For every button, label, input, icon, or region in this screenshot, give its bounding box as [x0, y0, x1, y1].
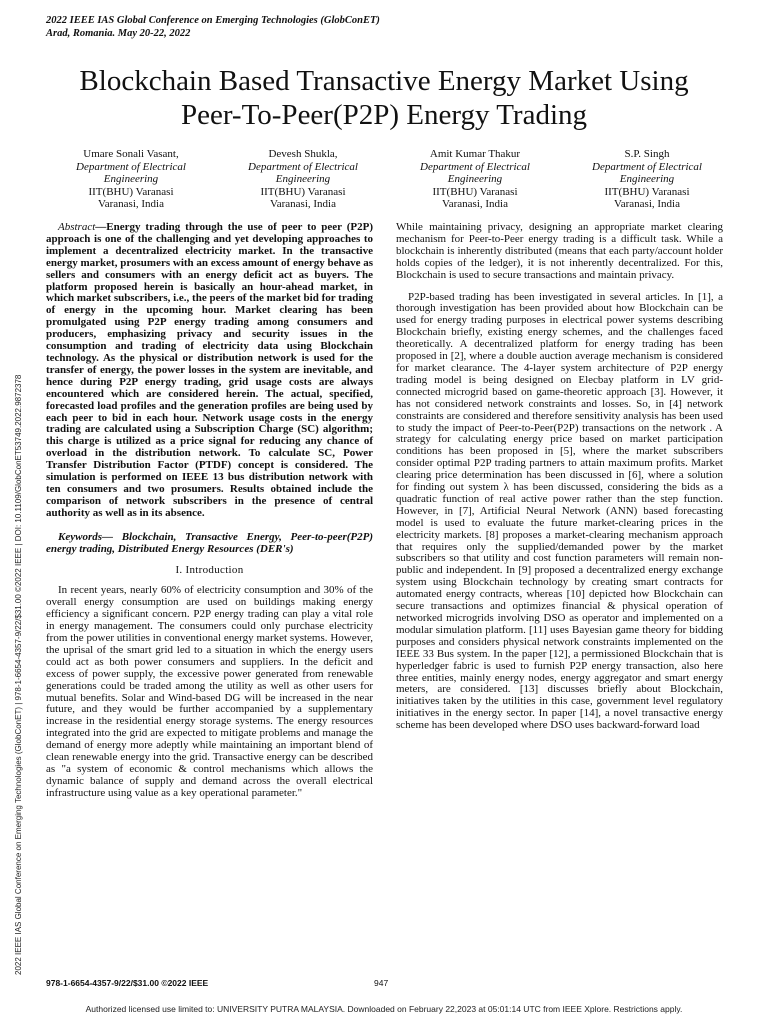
- author-institution: IIT(BHU) Varanasi: [604, 185, 690, 198]
- author-3: [390, 148, 560, 211]
- author-department-2: Engineering: [103, 173, 159, 185]
- conference-location: Arad, Romania. May 20-22, 2022: [46, 28, 191, 39]
- author-4: [562, 148, 732, 211]
- author-department: Department of Electrical: [592, 160, 702, 173]
- intro-paragraph: In recent years, nearly 60% of electricity consumption and 30% of the overall energy consumption are used on buildings making energy efficiency a significant concern. P2P energy trading can play a vital role in energy management. The consumers could only purchase electricity from the power utilities in conventional energy market systems. However, the uprisal of the smart grid led to a situation in which the energy users could act as both power consumers and suppliers. In the deficit and excess of power supply, the excessive power generated from renewable generations could be traded among the utility as well as other users for mutual benefits. Solar and Wind-based DG will be increased in the near future, and they would be further accompanied by a supplementary increase in the residential energy storage systems. The energy resources integrated into the grid are expected to mitigate problems and manage the demand of energy more adeptly while maintaining an important blend of clean renewable energy into the grid. Transactive energy can be described as "a system of economic & control mechanisms which allows the dynamic balance of supply and demand across the overall electrical infrastructure using value as a key operational parameter.": [46, 584, 373, 799]
- author-department-2: Engineering: [619, 173, 675, 185]
- doi-sidebar: 2022 IEEE IAS Global Conference on Emerging Technologies (GlobConET) | 978-1-6654-4357-9/22/$31.00 ©2022 IEEE | DOI: 10.1109/GlobConET53749.2022.9872378: [14, 374, 23, 975]
- author-department: Department of Electrical: [248, 160, 358, 173]
- author-institution: IIT(BHU) Varanasi: [432, 185, 518, 198]
- author-name: Devesh Shukla,: [268, 148, 338, 160]
- author-2: [218, 148, 388, 211]
- body-paragraph-2: P2P-based trading has been investigated in several articles. In [1], a thorough investigation has been provided about how Blockchain can be used for energy trading purposes in electrical power systems describing Blockchain briefly, existing energy schemes, and the challenges faced theoretically. A decentralized platform for energy trading has been proposed in [2], where a double auction average mechanism is considered for market clearance. The 4-layer system architecture of P2P energy trading model is being designed on Elecbay platform in LV grid-connected microgrid based on game-theoretic approach [3]. However, it has not considered network constraints and losses. So, in [4] network constraints are considered and therefore sensitivity analysis has been used to study the impact of Peer-to-Peer(P2P) transactions on the network . A strategy for calculating energy price based on market participation conditions has been proposed in [5], where the market subscribers consider optimal P2P trading partners to attain maximum profits. Market clearing price determination has been discussed in [6], where a solution for finding out system λ has been discussed, considering the bids as a quadratic function of real active power rather than the step function. However, in [7], Artificial Neural Network (ANN) based forecasting model is used to evaluate the future market-clearing prices in the electricity markets. [8] proposes a market-clearing mechanism approach that requires only the supplied/demanded power by the market subscribers so that utility and cost function parameters will remain non-public and independent. In [9] proposed a decentralized energy exchange system using Blockchain technology by creating smart contracts for automated energy contracts, whereas [10] depicted how Blockchain can secure transactions and optimizes financial & physical operation of networked microgrids involving DSO as operator and implemented on a modular simulation platform. [11] uses Bayesian game theory for bidding purposes and considers physical network constraints implemented on the IEEE 33 Bus system. In the paper [12], a permissioned Blockchain that is hyperledger fabric is used to furnish P2P energy transaction, also here three entities, mainly energy nodes, energy aggregator and smart energy meters, are considered. [13] discusses briefly about Blockchain, initiatives taken by the utilities in this case, government level regulatory initiatives in the energy sector. In paper [14], a novel transactive energy scheme has been developed where DSO uses backward-forward load: [396, 290, 723, 732]
- author-institution: IIT(BHU) Varanasi: [88, 185, 174, 198]
- footer-isbn: 978-1-6654-4357-9/22/$31.00 ©2022 IEEE: [46, 978, 209, 988]
- author-department: Department of Electrical: [76, 160, 186, 173]
- conference-name: 2022 IEEE IAS Global Conference on Emerging Technologies (GlobConET): [46, 15, 380, 26]
- author-name: Amit Kumar Thakur: [429, 148, 521, 160]
- author-department: Department of Electrical: [420, 160, 530, 173]
- right-column: [396, 222, 723, 732]
- keywords: Keywords— Blockchain, Transactive Energy, Peer-to-peer(P2P) energy trading, Distributed Energy Resources (DER's): [46, 530, 373, 555]
- paper-title: [20, 64, 748, 132]
- conference-header: [46, 14, 380, 40]
- license-notice: Authorized licensed use limited to: UNIVERSITY PUTRA MALAYSIA. Downloaded on February 22,2023 at 05:01:14 UTC from IEEE Xplore. Restrictions apply.: [85, 1004, 683, 1014]
- section-heading-introduction: I. Introduction: [175, 564, 244, 577]
- left-column: [46, 222, 373, 800]
- abstract-text: —Energy trading through the use of peer to peer (P2P) approach is one of the challenging and yet developing approaches to implement a decentralized electricity market. In the transactive energy market, prosumers with an excess amount of energy behave as sellers and consumers with an energy deficit act as buyers. The platform proposed herein is basically an hour-ahead market, in which market subscribers, i.e., the peers of the market bid for trading of energy in the upcoming hour. Market clearing has been promulgated using P2P energy trading among consumers and producers, emphasizing privacy and security issues in the consumption and trading of electricity data using Blockchain technology. As the physical or distribution network is used for the transfer of energy, the power losses in the system are inevitable, and hence during P2P energy trading, grid usage costs are always encountered which are considered herein. The actual, specified, forecasted load profiles and the generation profiles are being used by each peer to bid in each hour. Network usage costs in the energy trading are calculated using a Subscription Charge (SC) algorithm; this charge is utilized as a price signal for reducing any chance of overload in the distribution network. To calculate SC, Power Transfer Distribution Factor (PTDF) concept is considered. The simulation is performed on IEEE 13 bus distribution network with ten consumers and two prosumers. Results obtained include the comparison of network subscribers in the presence of central authority as well as in its absence.: [46, 221, 374, 519]
- title-line-1: Blockchain Based Transactive Energy Market Using: [79, 65, 689, 97]
- author-1: [46, 148, 216, 211]
- author-location: Varanasi, India: [614, 198, 680, 210]
- abstract-label: Abstract: [58, 221, 96, 233]
- author-department-2: Engineering: [275, 173, 331, 185]
- author-department-2: Engineering: [447, 173, 503, 185]
- abstract: [46, 222, 373, 520]
- author-location: Varanasi, India: [270, 198, 336, 210]
- page-number: 947: [374, 978, 389, 988]
- author-location: Varanasi, India: [98, 198, 164, 210]
- body-paragraph-1: While maintaining privacy, designing an appropriate market clearing mechanism for Peer-to-Peer energy trading is a difficult task. While a blockchain is inherently distributed (means that each party/account holder holds copies of the ledger), it is not inherently decentralized. For this, Blockchain is used to secure transactions and maintain privacy.: [396, 221, 723, 281]
- author-location: Varanasi, India: [442, 198, 508, 210]
- author-name: Umare Sonali Vasant,: [83, 148, 179, 160]
- author-name: S.P. Singh: [624, 148, 670, 160]
- author-institution: IIT(BHU) Varanasi: [260, 185, 346, 198]
- title-line-2: Peer-To-Peer(P2P) Energy Trading: [180, 99, 588, 131]
